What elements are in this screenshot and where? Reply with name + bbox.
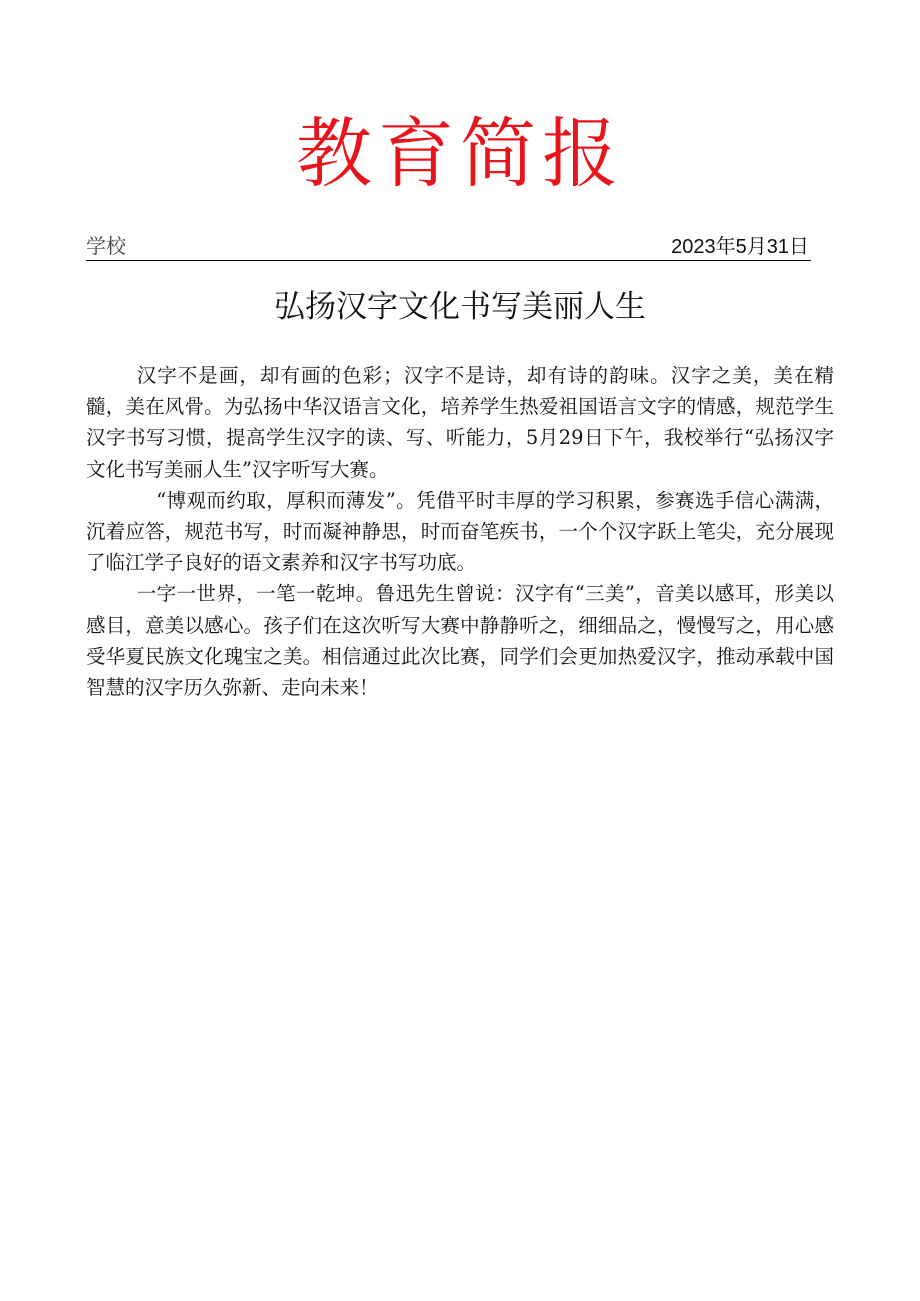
- article-paragraph: “博观而约取，厚积而薄发”。凭借平时丰厚的学习积累，参赛选手信心满满，沉着应答，规范书写，时而凝神静思，时而奋笔疾书，一个个汉字跃上笔尖，充分展现了临江学子良好的语文素养和汉字书写功底。: [86, 488, 834, 575]
- meta-line: [86, 234, 811, 261]
- masthead-title: 教育简报: [296, 109, 624, 198]
- article-body: [86, 360, 834, 703]
- article-paragraph: 一字一世界，一笔一乾坤。鲁迅先生曾说：汉字有“三美”，音美以感耳，形美以感目，意美以感心。孩子们在这次听写大赛中静静听之，细细品之，慢慢写之，用心感受华夏民族文化瑰宝之美。相信通过此次比赛，同学们会更加热爱汉字，推动承载中国智慧的汉字历久弥新、走向未来！: [86, 582, 834, 700]
- article-headline: 弘扬汉字文化书写美丽人生: [274, 289, 646, 325]
- article-paragraph: 汉字不是画，却有画的色彩；汉字不是诗，却有诗的韵味。汉字之美，美在精髓，美在风骨。为弘扬中华汉语言文化，培养学生热爱祖国语言文字的情感，规范学生汉字书写习惯，提高学生汉字的读、写、听能力，5月29日下午，我校举行“弘扬汉字文化书写美丽人生”汉字听写大赛。: [86, 364, 834, 481]
- school-label: 学校: [86, 236, 126, 258]
- issue-date: 2023年5月31日: [671, 236, 809, 258]
